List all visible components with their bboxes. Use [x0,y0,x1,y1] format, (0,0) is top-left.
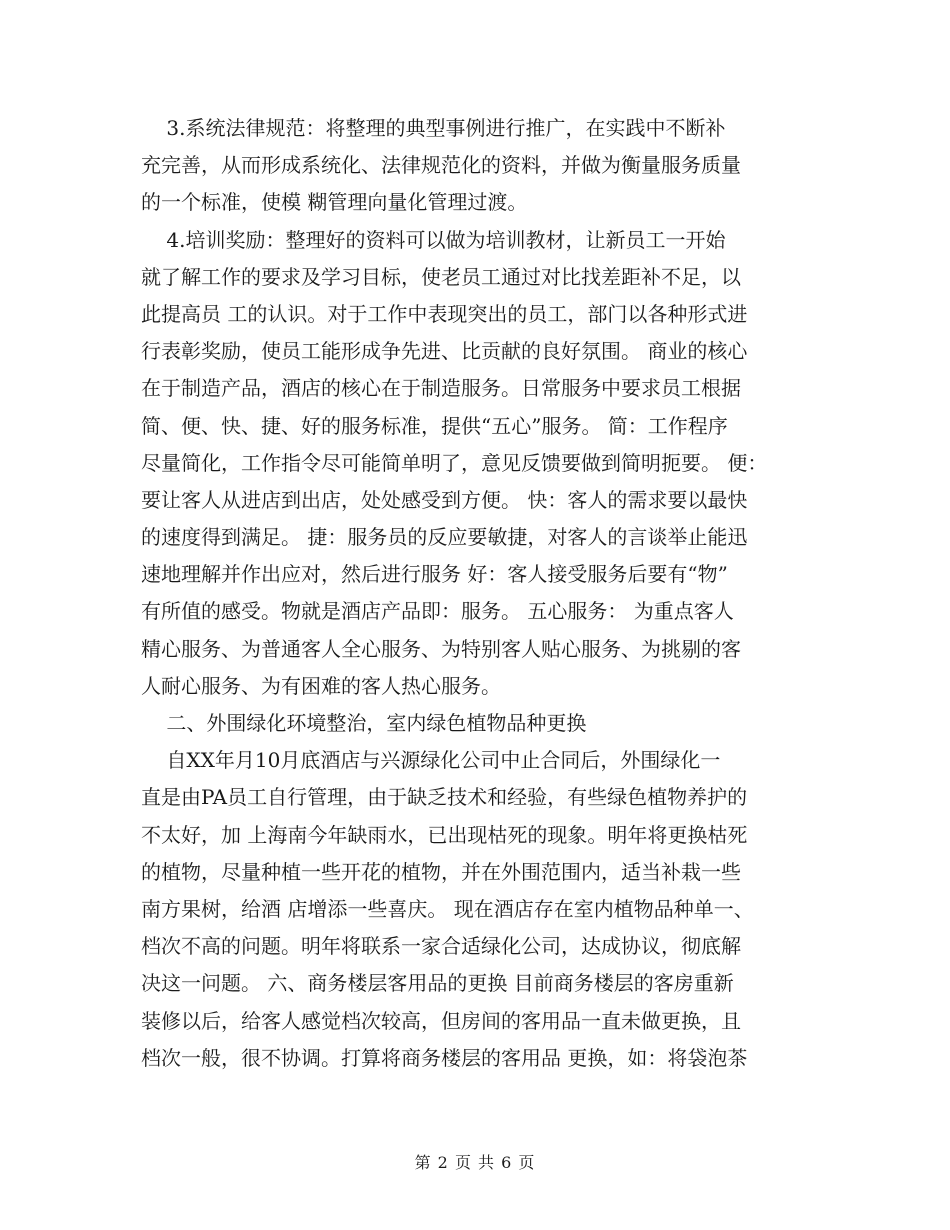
text-line: 的一个标准，使模 糊管理向量化管理过渡。 [141,190,528,215]
text-line: 的速度得到满足。 捷：服务员的反应要敏捷，对客人的言谈举止能迅 [141,525,748,550]
text-line: 在于制造产品，酒店的核心在于制造服务。日常服务中要求员工根据 [141,376,741,401]
page-number-footer: 第 2 页 共 6 页 [414,1153,536,1172]
text-line: 尽量简化，工作指令尽可能简单明了，意见反馈要做到简明扼要。 便： [141,450,768,475]
text-line: 自XX年月10月底酒店与兴源绿化公司中止合同后，外围绿化一 [141,748,721,773]
text-line: 速地理解并作出应对，然后进行服务 好：客人接受服务后要有“物” [141,562,728,587]
text-line: 人耐心服务、为有困难的客人热心服务。 [141,673,501,698]
section-heading: 二、外围绿化环境整治，室内绿色植物品种更换 [141,711,587,735]
text-line: 南方果树，给酒 店增添一些喜庆。 现在酒店存在室内植物品种单一、 [141,896,754,921]
text-line: 装修以后，给客人感觉档次较高，但房间的客用品一直未做更换，且 [141,1008,741,1033]
text-line: 行表彰奖励，使员工能形成争先进、比贡献的良好氛围。 商业的核心 [141,339,748,364]
text-line: 3.系统法律规范：将整理的典型事例进行推广，在实践中不断补 [141,116,726,140]
text-line: 就了解工作的要求及学习目标，使老员工通过对比找差距补不足，以 [141,264,741,289]
document-body [141,110,809,1077]
text-line: 要让客人从进店到出店，处处感受到方便。 快：客人的需求要以最快 [141,487,748,512]
text-line: 档次一般，很不协调。打算将商务楼层的客用品 更换，如：将袋泡茶 [141,1045,748,1070]
text-line: 精心服务、为普通客人全心服务、为特别客人贴心服务、为挑剔的客 [141,636,741,661]
text-line: 的植物，尽量种植一些开花的植物，并在外围范围内，适当补栽一些 [141,859,741,884]
text-line: 充完善，从而形成系统化、法律规范化的资料，并做为衡量服务质量 [141,153,741,178]
text-line: 决这一问题。 六、商务楼层客用品的更换 目前商务楼层的客房重新 [141,971,734,996]
text-line: 此提高员 工的认识。对于工作中表现突出的员工，部门以各种形式进 [141,301,748,326]
text-line: 有所值的感受。物就是酒店产品即：服务。 五心服务： 为重点客人 [141,599,734,624]
text-line: 档次不高的问题。明年将联系一家合适绿化公司，达成协议，彻底解 [141,934,741,959]
text-line: 直是由PA员工自行管理，由于缺乏技术和经验，有些绿色植物养护的 [141,785,748,810]
text-line: 不太好，加 上海南今年缺雨水，已出现枯死的现象。明年将更换枯死 [141,822,748,847]
text-line: 4.培训奖励：整理好的资料可以做为培训教材，让新员工一开始 [141,227,726,252]
text-line: 简、便、快、捷、好的服务标准，提供“五心”服务。 简：工作程序 [141,413,728,438]
